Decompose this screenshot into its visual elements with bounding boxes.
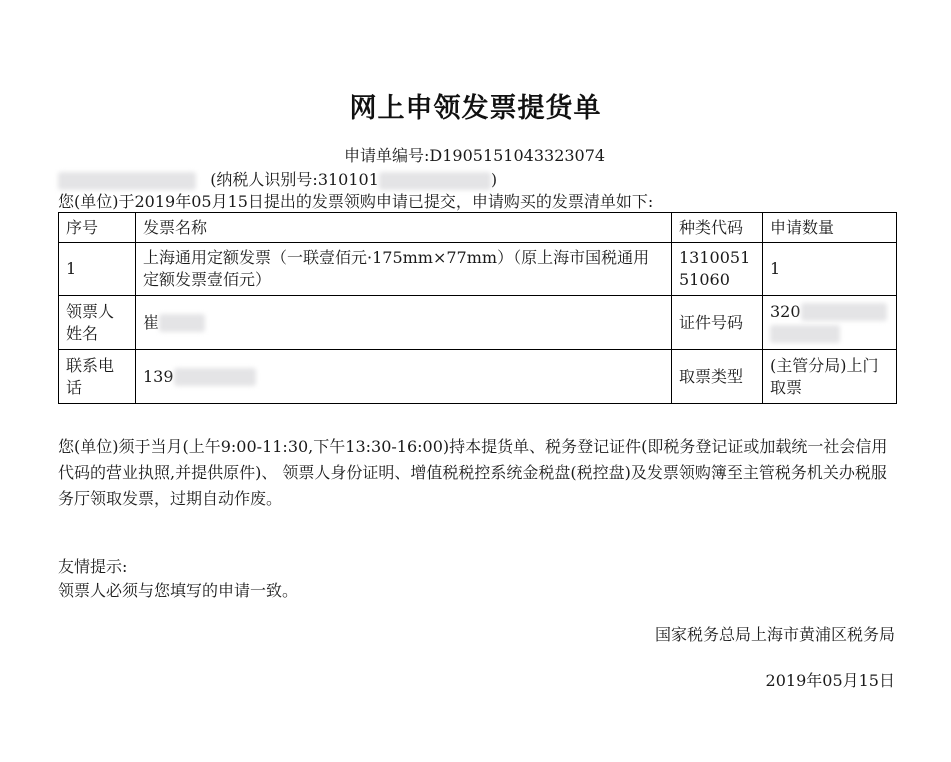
recipient-name: 崔 bbox=[143, 312, 160, 332]
phone-cell bbox=[136, 350, 672, 404]
id-label: 证件号码 bbox=[672, 296, 763, 350]
issuer-name: 国家税务总局上海市黄浦区税务局 bbox=[654, 625, 895, 644]
id-value: 320 bbox=[770, 301, 801, 321]
table-header-row bbox=[59, 213, 897, 243]
redacted-recipient-name bbox=[159, 314, 205, 332]
redacted-taxpayer-name bbox=[58, 172, 196, 190]
application-number: 申请单编号:D1905151043323074 bbox=[344, 146, 606, 165]
tips-block bbox=[58, 555, 298, 603]
notice-paragraph: 您(单位)须于当月(上午9:00-11:30,下午13:30-16:00)持本提货单、税务登记证件(即税务登记证或加载统一社会信用代码的营业执照,并提供原件)、 领票人身份证明、增值税税控系统金税盘(税控盘)及发票领购簿至主管税务机关办税服务厅领取发票，过期自动作废。 bbox=[58, 437, 888, 508]
taxpayer-line bbox=[58, 170, 497, 190]
item-code: 131005151060 bbox=[672, 243, 763, 296]
item-quantity: 1 bbox=[763, 243, 897, 296]
invoice-table bbox=[58, 212, 897, 404]
redacted-id-number bbox=[801, 303, 887, 321]
recipient-row bbox=[59, 296, 897, 350]
intro-text: 您(单位)于2019年05月15日提出的发票领购申请已提交，申请购买的发票清单如下: bbox=[58, 192, 654, 211]
recipient-name-cell bbox=[136, 296, 672, 350]
issue-date: 2019年05月15日 bbox=[765, 671, 895, 690]
redacted-phone-number bbox=[174, 368, 256, 386]
recipient-label: 领票人姓名 bbox=[59, 296, 136, 350]
pickup-value: (主管分局)上门取票 bbox=[763, 350, 897, 404]
header-type-code: 种类代码 bbox=[672, 213, 763, 243]
pickup-label: 取票类型 bbox=[672, 350, 763, 404]
redacted-id-number-continued bbox=[770, 325, 840, 343]
document-title: 网上申领发票提货单 bbox=[349, 93, 602, 124]
id-cell bbox=[763, 296, 897, 350]
header-quantity: 申请数量 bbox=[763, 213, 897, 243]
item-index: 1 bbox=[59, 243, 136, 296]
redacted-taxpayer-id bbox=[379, 172, 491, 190]
phone-label: 联系电话 bbox=[59, 350, 136, 404]
taxpayer-id-prefix: (纳税人识别号:310101 bbox=[210, 170, 379, 189]
header-invoice-name: 发票名称 bbox=[136, 213, 672, 243]
table-row bbox=[59, 243, 897, 296]
tips-text: 领票人必须与您填写的申请一致。 bbox=[58, 581, 299, 600]
tips-title: 友情提示: bbox=[58, 557, 128, 576]
taxpayer-id-suffix: ) bbox=[490, 170, 498, 189]
item-name: 上海通用定额发票（一联壹佰元·175mm×77mm）（原上海市国税通用定额发票壹佰元） bbox=[136, 243, 672, 296]
header-index: 序号 bbox=[59, 213, 136, 243]
phone-value: 139 bbox=[143, 366, 174, 386]
phone-row bbox=[59, 350, 897, 404]
